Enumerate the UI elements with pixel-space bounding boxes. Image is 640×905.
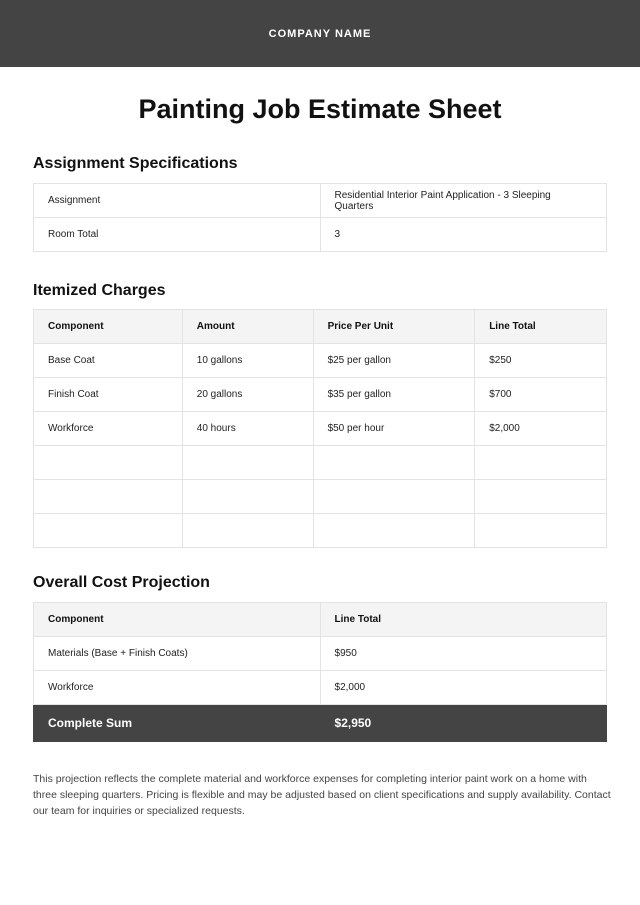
column-header: Price Per Unit: [313, 310, 475, 344]
column-header: Line Total: [475, 310, 607, 344]
assignment-table: [33, 183, 607, 252]
table-cell: Finish Coat: [34, 378, 183, 412]
table-row: [34, 378, 607, 412]
table-row: [34, 218, 607, 252]
table-cell: Materials (Base + Finish Coats): [34, 637, 321, 671]
total-value: $2,950: [320, 705, 606, 742]
table-cell: 10 gallons: [182, 344, 313, 378]
column-header: Line Total: [320, 603, 606, 637]
company-header: [0, 0, 640, 67]
table-cell: $950: [320, 637, 606, 671]
table-cell: $700: [475, 378, 607, 412]
charges-table: [33, 309, 607, 548]
table-cell: Base Coat: [34, 344, 183, 378]
table-cell: $2,000: [475, 412, 607, 446]
table-cell: $2,000: [320, 671, 606, 705]
table-cell: $35 per gallon: [313, 378, 475, 412]
table-row: [34, 637, 607, 671]
table-cell: Workforce: [34, 412, 183, 446]
table-cell: 40 hours: [182, 412, 313, 446]
table-cell: 20 gallons: [182, 378, 313, 412]
empty-row: [34, 446, 607, 480]
table-cell: Workforce: [34, 671, 321, 705]
column-header: Amount: [182, 310, 313, 344]
assignment-label: Assignment: [34, 184, 321, 218]
total-label: Complete Sum: [34, 705, 321, 742]
room-total-value: 3: [320, 218, 607, 252]
assignment-heading: Assignment Specifications: [33, 155, 238, 172]
table-row: [34, 344, 607, 378]
footer-note: This projection reflects the complete material and workforce expenses for completing interior paint work on a home with three sleeping quarters. Pricing is flexible and may be adjusted based on client specifications and supply availability. Contact our team for inquiries or specialized requests.: [33, 773, 611, 817]
table-header-row: [34, 310, 607, 344]
table-row: [34, 412, 607, 446]
assignment-value: Residential Interior Paint Application - 3 Sleeping Quarters: [320, 184, 607, 218]
table-cell: $25 per gallon: [313, 344, 475, 378]
empty-row: [34, 514, 607, 548]
column-header: Component: [34, 310, 183, 344]
projection-heading: Overall Cost Projection: [33, 574, 210, 591]
room-total-label: Room Total: [34, 218, 321, 252]
table-header-row: [34, 603, 607, 637]
total-row: [34, 705, 607, 742]
table-cell: $50 per hour: [313, 412, 475, 446]
empty-row: [34, 480, 607, 514]
charges-heading: Itemized Charges: [33, 282, 166, 299]
column-header: Component: [34, 603, 321, 637]
page-title: Painting Job Estimate Sheet: [138, 94, 502, 124]
table-row: [34, 184, 607, 218]
table-row: [34, 671, 607, 705]
projection-table: [33, 602, 607, 742]
company-name: COMPANY NAME: [268, 27, 372, 40]
table-cell: $250: [475, 344, 607, 378]
